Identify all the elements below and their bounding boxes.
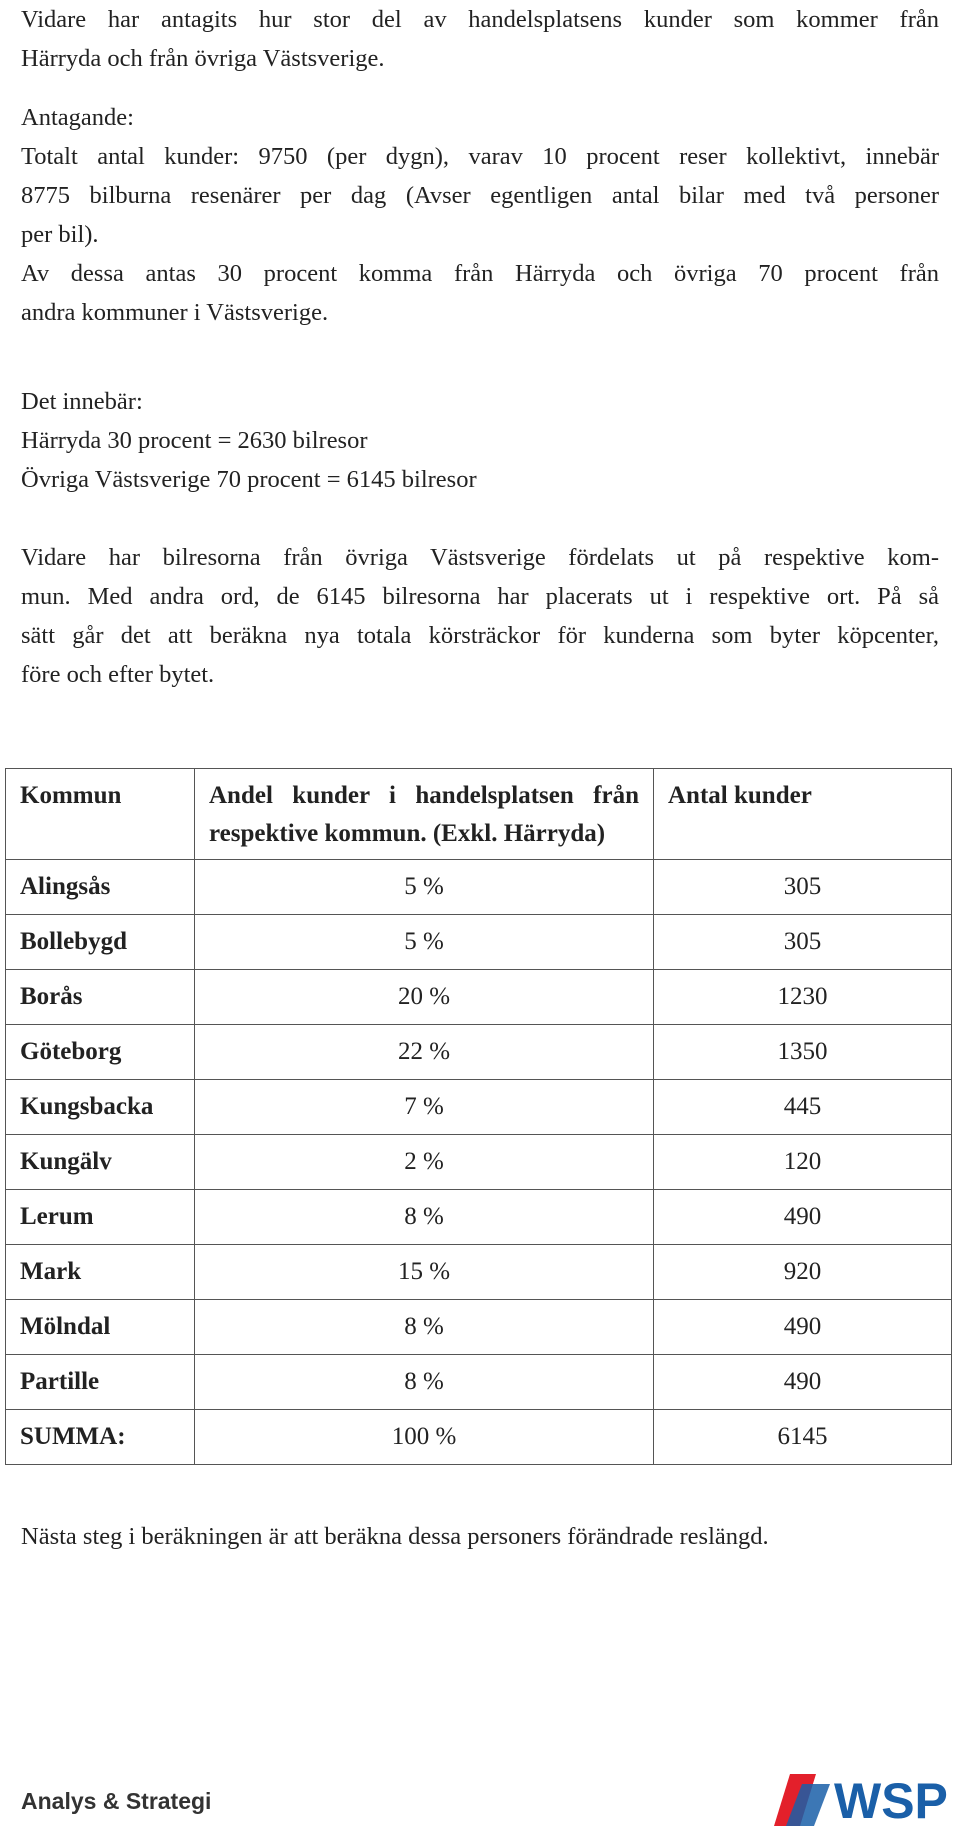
text-line: Vidare har bilresorna från övriga Västsverige fördelats ut på respektive kom-: [21, 544, 939, 571]
cell-kommun: Bollebygd: [6, 915, 195, 970]
cell-kommun: Kungälv: [6, 1135, 195, 1190]
text-line: Övriga Västsverige 70 procent = 6145 bilresor: [21, 466, 477, 493]
cell-antal: 120: [654, 1135, 952, 1190]
table-row: [6, 1080, 952, 1135]
wsp-logo: [772, 1766, 952, 1828]
text-line: per bil).: [21, 221, 99, 248]
table-row: [6, 970, 952, 1025]
cell-antal: 490: [654, 1300, 952, 1355]
cell-kommun: Alingsås: [6, 860, 195, 915]
cell-andel: 8 %: [195, 1190, 654, 1245]
table-row: [6, 1190, 952, 1245]
table-row: [6, 1135, 952, 1190]
table-row: [6, 1355, 952, 1410]
table-row: [6, 915, 952, 970]
table-row: [6, 1300, 952, 1355]
municipality-table: [5, 768, 952, 1465]
cell-kommun: Kungsbacka: [6, 1080, 195, 1135]
intro-paragraph: [21, 0, 939, 78]
footer-label: Analys & Strategi: [21, 1788, 212, 1814]
text-line: Totalt antal kunder: 9750 (per dygn), varav 10 procent reser kollektivt, innebär: [21, 143, 939, 170]
table-row: [6, 860, 952, 915]
header-antal: Antal kunder: [654, 769, 952, 860]
cell-andel: 7 %: [195, 1080, 654, 1135]
cell-antal: 1230: [654, 970, 952, 1025]
header-andel: Andel kunder i handelsplatsen från respektive kommun. (Exkl. Härryda): [195, 769, 654, 860]
text-line: sätt går det att beräkna nya totala körsträckor för kunderna som byter köpcenter,: [21, 622, 939, 649]
cell-andel: 8 %: [195, 1300, 654, 1355]
cell-antal: 445: [654, 1080, 952, 1135]
result-heading: Det innebär:: [21, 388, 143, 415]
cell-andel: 2 %: [195, 1135, 654, 1190]
cell-antal: 6145: [654, 1410, 952, 1465]
table-row-total: [6, 1410, 952, 1465]
cell-andel: 15 %: [195, 1245, 654, 1300]
text-line: Vidare har antagits hur stor del av handelsplatsens kunder som kommer från: [21, 6, 939, 33]
assumption-paragraph: [21, 137, 939, 332]
text-line: Härryda och från övriga Västsverige.: [21, 45, 385, 72]
text-line: Härryda 30 procent = 2630 bilresor: [21, 427, 368, 454]
cell-antal: 305: [654, 915, 952, 970]
table-row: [6, 1025, 952, 1080]
table-row: [6, 1245, 952, 1300]
cell-kommun: Borås: [6, 970, 195, 1025]
cell-kommun: Lerum: [6, 1190, 195, 1245]
header-kommun: Kommun: [6, 769, 195, 860]
next-step-text: Nästa steg i beräkningen är att beräkna dessa personers förändrade reslängd.: [21, 1523, 769, 1550]
cell-andel: 20 %: [195, 970, 654, 1025]
cell-antal: 305: [654, 860, 952, 915]
cell-andel: 22 %: [195, 1025, 654, 1080]
cell-kommun: SUMMA:: [6, 1410, 195, 1465]
text-line: före och efter bytet.: [21, 661, 215, 688]
cell-antal: 1350: [654, 1025, 952, 1080]
table-header-row: [6, 769, 952, 860]
cell-andel: 5 %: [195, 915, 654, 970]
cell-antal: 490: [654, 1190, 952, 1245]
text-line: Av dessa antas 30 procent komma från Härryda och övriga 70 procent från: [21, 260, 939, 287]
distribution-paragraph: [21, 538, 939, 694]
cell-kommun: Mölndal: [6, 1300, 195, 1355]
cell-kommun: Göteborg: [6, 1025, 195, 1080]
text-line: 8775 bilburna resenärer per dag (Avser egentligen antal bilar med två personer: [21, 182, 939, 209]
text-line: mun. Med andra ord, de 6145 bilresorna har placerats ut i respektive ort. På så: [21, 583, 939, 610]
cell-kommun: Mark: [6, 1245, 195, 1300]
logo-text: WSP: [834, 1773, 948, 1828]
text-line: andra kommuner i Västsverige.: [21, 299, 329, 326]
cell-antal: 490: [654, 1355, 952, 1410]
result-paragraph: [21, 421, 939, 499]
assumption-heading: Antagande:: [21, 104, 134, 131]
cell-kommun: Partille: [6, 1355, 195, 1410]
cell-andel: 8 %: [195, 1355, 654, 1410]
cell-antal: 920: [654, 1245, 952, 1300]
cell-andel: 5 %: [195, 860, 654, 915]
cell-andel: 100 %: [195, 1410, 654, 1465]
